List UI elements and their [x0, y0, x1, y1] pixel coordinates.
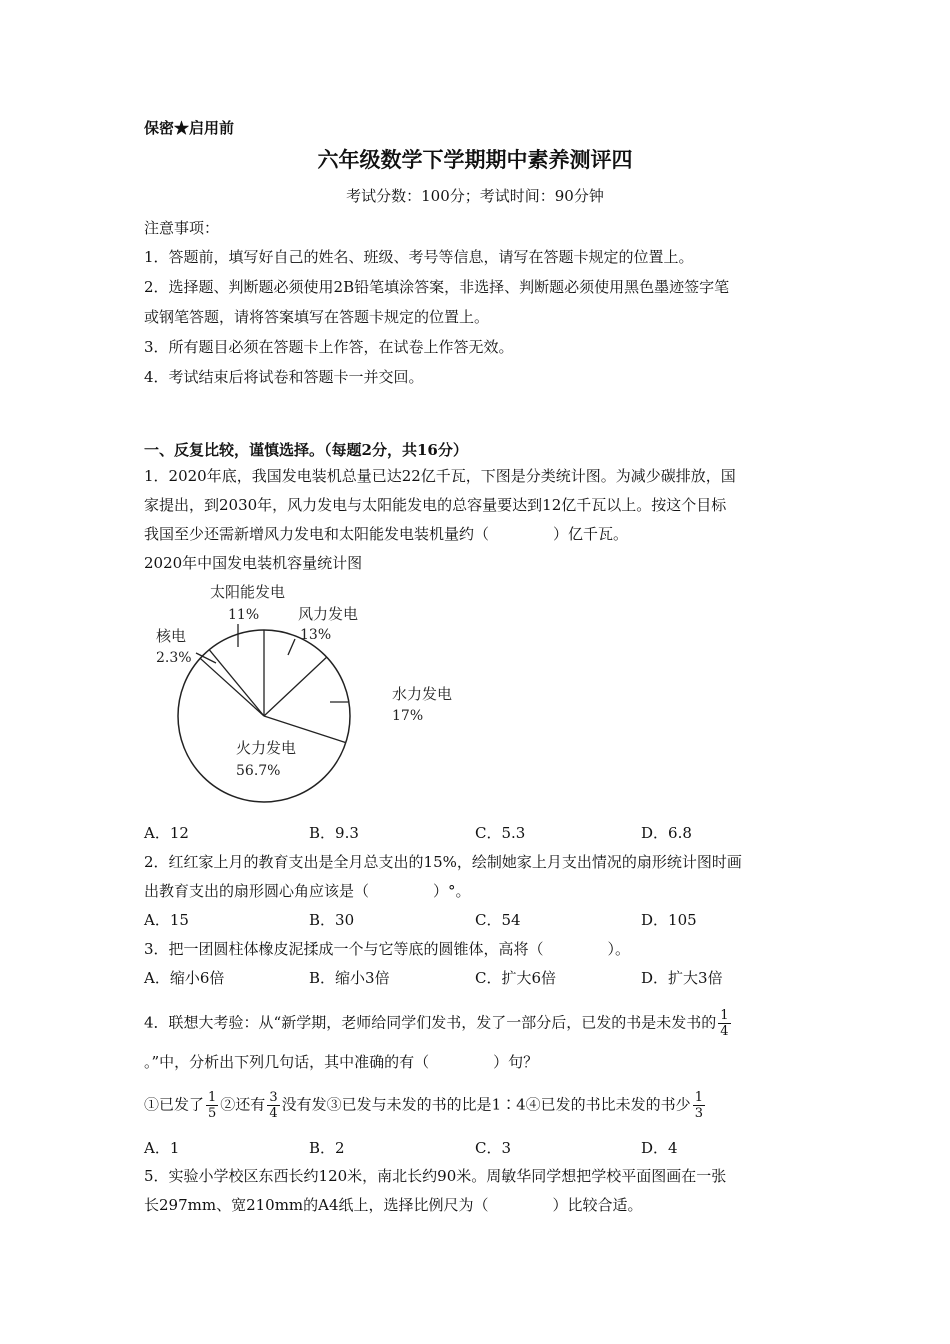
q2-line: 出教育支出的扇形圆心角应该是（ ）°。: [144, 882, 471, 900]
section-heading: 一、反复比较，谨慎选择。（每题2分，共16分）: [144, 441, 468, 459]
q1-option-d: D．6.8: [641, 824, 692, 842]
notice-item: 1．答题前，填写好自己的姓名、班级、考号等信息，请写在答题卡规定的位置上。: [144, 248, 694, 266]
slice-name-label: 核电: [156, 627, 187, 645]
q5-line: 5．实验小学校区东西长约120米，南北长约90米。周敏华同学想把学校平面图画在一张: [144, 1167, 727, 1185]
pie-labels: [156, 583, 452, 779]
notice-item: 3．所有题目必须在答题卡上作答，在试卷上作答无效。: [144, 338, 514, 356]
q4-statements: ①已发了 $\frac{1}{5}$ ②还有 $\frac{3}{4}$ 没有发③已发与未发的书的比是1∶4④已发的书比未发的书少 $\frac{1}{3}$: [144, 1090, 703, 1121]
q4-option-b: B．2: [309, 1139, 345, 1157]
q2-option-d: D．105: [641, 911, 697, 929]
q2-option-c: C．54: [475, 911, 521, 929]
slice-boundary: [200, 658, 264, 716]
slice-boundary: [209, 650, 264, 716]
notice-item: 2．选择题、判断题必须使用2B铅笔填涂答案，非选择、判断题必须使用黑色墨迹签字笔: [144, 278, 730, 296]
q4-option-a: A．1: [144, 1139, 180, 1157]
slice-name-label: 火力发电: [236, 739, 297, 757]
slice-percent-label: 17%: [392, 708, 424, 724]
q1-line: 我国至少还需新增风力发电和太阳能发电装机量约（ ）亿千瓦。: [144, 525, 629, 543]
q5-line: 长297mm、宽210mm的A4纸上，选择比例尺为（ ）比较合适。: [144, 1196, 643, 1214]
q1-option-c: C．5.3: [475, 824, 526, 842]
q3-line: 3．把一团圆柱体橡皮泥揉成一个与它等底的圆锥体，高将（ ）。: [144, 940, 631, 958]
slice-name-label: 太阳能发电: [210, 583, 286, 601]
q2-line: 2．红红家上月的教育支出是全月总支出的15%，绘制她家上月支出情况的扇形统计图时画: [144, 853, 742, 871]
pie-chart: [140, 575, 460, 815]
q3-option-a: A．缩小6倍: [144, 969, 225, 987]
slice-percent-label: 2.3%: [156, 650, 192, 666]
q4-line: 。”中，分析出下列几句话，其中准确的有（ ）句？: [144, 1053, 539, 1071]
q2-option-b: B．30: [309, 911, 355, 929]
notice-heading: 注意事项：: [144, 219, 220, 237]
exam-info: 考试分数：100分；考试时间：90分钟: [346, 187, 604, 205]
fraction: $\frac{3}{4}$: [269, 1090, 278, 1121]
q3-option-b: B．缩小3倍: [309, 969, 390, 987]
chart-caption: 2020年中国发电装机容量统计图: [144, 554, 363, 572]
slice-name-label: 风力发电: [298, 605, 359, 623]
slice-percent-label: 13%: [300, 627, 332, 643]
q1-option-a: A．12: [144, 824, 189, 842]
fraction: $\frac{1}{5}$: [208, 1090, 217, 1121]
page-title: 六年级数学下学期期中素养测评四: [317, 147, 633, 172]
slice-name-label: 水力发电: [392, 685, 453, 703]
q1-line: 1．2020年底，我国发电装机总量已达22亿千瓦，下图是分类统计图。为减少碳排放，国: [144, 467, 736, 485]
q3-option-d: D．扩大3倍: [641, 969, 723, 987]
fraction: $\frac{1}{3}$: [694, 1090, 703, 1121]
q2-option-a: A．15: [144, 911, 189, 929]
pie-boundaries: [200, 630, 346, 743]
slice-percent-label: 56.7%: [236, 763, 281, 779]
notice-item: 4．考试结束后将试卷和答题卡一并交回。: [144, 368, 424, 386]
confidential-label: 保密★启用前: [144, 119, 235, 137]
notice-item: 或钢笔答题，请将答案填写在答题卡规定的位置上。: [144, 308, 490, 326]
q1-option-b: B．9.3: [309, 824, 359, 842]
q4-line: 4．联想大考验：从“新学期，老师给同学们发书，发了一部分后，已发的书是未发书的 $\frac{1}{4}$: [144, 1008, 729, 1039]
q3-option-c: C．扩大6倍: [475, 969, 557, 987]
q1-line: 家提出，到2030年，风力发电与太阳能发电的总容量要达到12亿千瓦以上。按这个目标: [144, 496, 727, 514]
q4-option-d: D．4: [641, 1139, 678, 1157]
leader-line: [288, 639, 295, 655]
slice-percent-label: 11%: [228, 607, 260, 623]
q4-option-c: C．3: [475, 1139, 512, 1157]
slice-boundary: [264, 657, 327, 716]
fraction: $\frac{1}{4}$: [720, 1008, 729, 1039]
